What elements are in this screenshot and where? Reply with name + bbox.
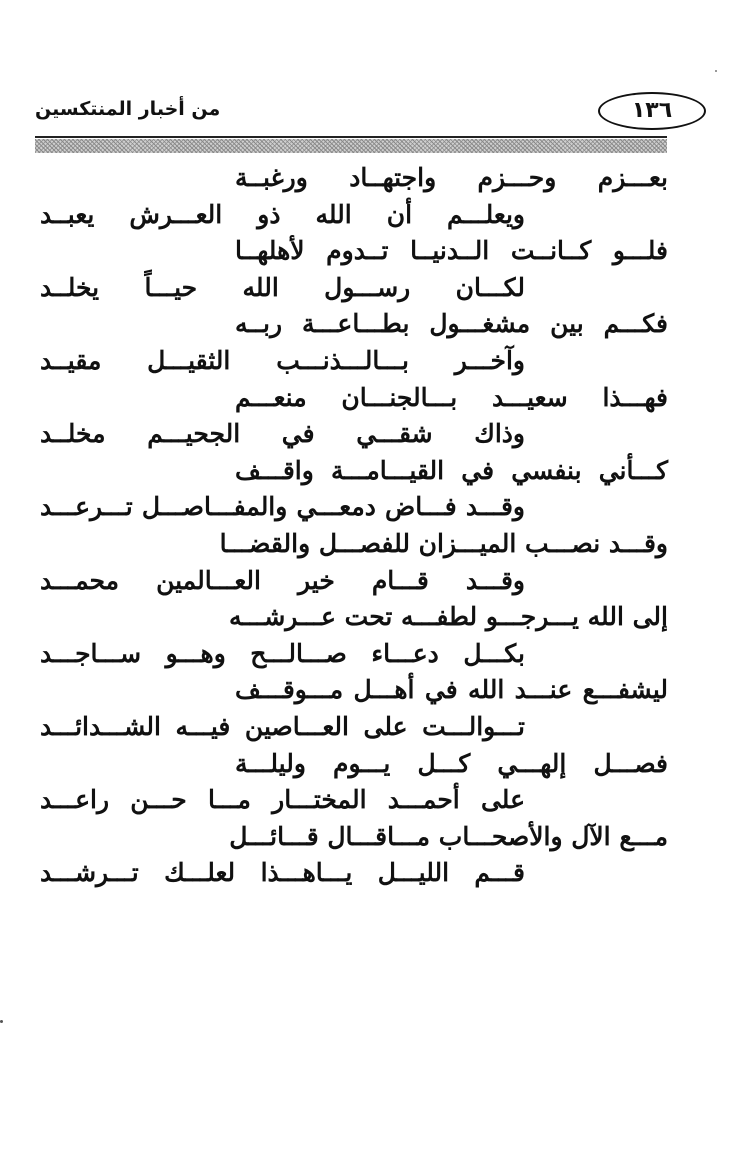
verse-line: قـــم الليـــل يـــاهـــذا لعلـــك تـــرشـــد: [40, 858, 525, 888]
header-hatched-bar: [35, 139, 667, 153]
verse-line: وقـــد نصـــب الميـــزان للفصـــل والقضـــا: [219, 528, 668, 558]
verse-line: لكـــان رســـول الله حيـــاً يخلــد: [40, 272, 525, 302]
verse-line: كـــأني بنفسي في القيـــامـــة واقـــف: [235, 455, 668, 485]
verse-line: تـــوالـــت على العـــاصين فيـــه الشـــدائـــد: [40, 711, 525, 741]
verse-line: وآخـــر بـــالـــذنـــب الثقيـــل مقيــد: [40, 345, 525, 375]
header-rule: [35, 136, 667, 138]
verse-line: بعـــزم وحـــزم واجتهــاد ورغبــة: [235, 163, 668, 192]
verse-line: فلـــو كــانــت الــدنيــا تــدوم لأهلهــا: [235, 236, 668, 266]
verse-line: على أحمـــد المختـــار مـــا حـــن راعـــد: [40, 785, 525, 815]
scan-speck: [0, 1020, 3, 1023]
verse-line: بكـــل دعـــاء صـــالـــح وهـــو ســـاجـــد: [40, 638, 525, 668]
verse-line: وقـــد قـــام خير العـــالمين محمـــد: [40, 565, 525, 595]
verse-line: وذاك شقـــي في الجحيـــم مخلــد: [40, 419, 525, 449]
verse-line: فهـــذا سعيـــد بـــالجنـــان منعـــم: [235, 382, 668, 412]
page-number: ١٣٦: [598, 92, 706, 130]
verse-line: ويعلـــم أن الله ذو العـــرش يعبــد: [40, 199, 525, 229]
verse-line: فصـــل إلهـــي كـــل يـــوم وليلـــة: [235, 748, 668, 778]
verse-line: وقـــد فـــاض دمعـــي والمفـــاصـــل تـــرعـــد: [40, 492, 525, 522]
scan-speck: [715, 70, 717, 72]
verse-line: ليشفـــع عنـــد الله في أهـــل مـــوقـــف: [235, 675, 668, 705]
poem: [40, 160, 670, 892]
running-title: من أخبار المنتكسين: [35, 98, 221, 120]
verse-line: مـــع الآل والأصحـــاب مـــاقـــال قـــائـــل: [229, 821, 668, 851]
verse-line: فكـــم بين مشغـــول بطـــاعـــة ربــه: [235, 309, 668, 339]
page-header: [30, 92, 673, 136]
verse-line: إلى الله يـــرجـــو لطفـــه تحت عـــرشـــه: [228, 602, 668, 632]
